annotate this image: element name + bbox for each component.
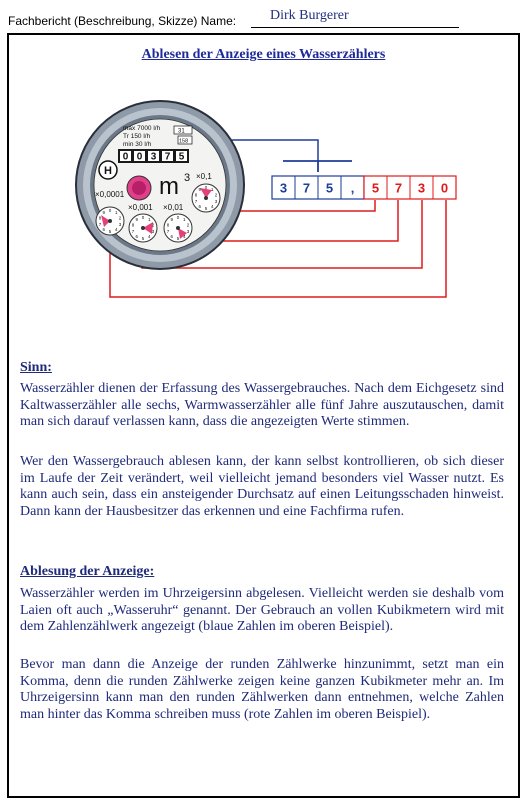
dial-label-1: ×0,1 xyxy=(196,172,212,181)
dial-number: 3 xyxy=(118,221,122,227)
section-heading-sinn: Sinn: xyxy=(20,360,52,375)
info-box-1-value: 31 xyxy=(178,128,185,135)
dial-number: 9 xyxy=(170,217,174,223)
dial-number: 0 xyxy=(108,208,112,214)
logo-letter: H xyxy=(104,165,112,177)
dial-number: 7 xyxy=(194,198,198,204)
dial-number: 1 xyxy=(182,217,186,223)
dial-number: 5 xyxy=(176,236,180,242)
dial-number: 7 xyxy=(131,228,135,234)
manufacturer-logo xyxy=(99,161,117,179)
reading-digit-red: 7 xyxy=(394,180,403,196)
dial-number: 8 xyxy=(166,222,170,228)
paragraph: Wasserzähler dienen der Erfassung des Wassergebrauches. Nach dem Eichgesetz sind Kaltwasserzähler alle sechs, Warmwasserzähler alle fünf Jahre auszutauschen, damit man sich darauf verlassen kann, dass die angezeigten Werte stimmen. xyxy=(20,381,504,430)
dial-number: 5 xyxy=(204,206,208,212)
student-name: Dirk Burgerer xyxy=(270,8,349,23)
rating-line-1: max 7000 l/h xyxy=(123,125,161,132)
paragraph: Wer den Wassergebrauch ablesen kann, der kann selbst kontrollieren, ob sich dieser im Laufe der Zeit verändert, weil vielleicht jemand besonders viel Wasser nutzt. Es kann auch sein, dass ein ansteigender Durchsatz auf einen Leitungsschaden hinweist. Dann kann der Hausbesitzer das erkennen und eine Fachfirma rufen. xyxy=(20,454,504,519)
dial-number: 2 xyxy=(186,222,190,228)
dial-number: 3 xyxy=(214,198,218,204)
dial-number: 8 xyxy=(131,222,135,228)
dial-number: 3 xyxy=(151,228,155,234)
dial-number: 9 xyxy=(135,217,139,223)
counter-digit: 0 xyxy=(136,151,143,163)
dial-number: 6 xyxy=(198,204,202,210)
dial-number: 2 xyxy=(214,192,218,198)
reading-display xyxy=(272,176,456,199)
water-meter-diagram xyxy=(0,0,527,360)
flow-indicator xyxy=(127,176,151,200)
header-label: Fachbericht (Beschreibung, Skizze) Name: xyxy=(8,14,237,28)
reading-digit-red: 0 xyxy=(440,180,449,196)
dial-number: 1 xyxy=(147,217,151,223)
rating-line-3: min 30 l/h xyxy=(123,141,152,148)
page-title: Ablesen der Anzeige eines Wasserzählers xyxy=(141,47,386,62)
dial-number: 0 xyxy=(204,185,208,191)
dial-number: 3 xyxy=(186,228,190,234)
reading-digit-blue: 5 xyxy=(325,180,334,196)
dial-number: 2 xyxy=(151,222,155,228)
rating-line-2: Tr 150 l/h xyxy=(123,133,151,140)
dial-number: 7 xyxy=(166,228,170,234)
dial-number: 0 xyxy=(141,215,145,221)
reading-digit-blue: 7 xyxy=(302,180,311,196)
counter-digit: 3 xyxy=(150,151,157,163)
unit-label: m xyxy=(159,173,179,200)
dial-number: 6 xyxy=(170,234,174,240)
dial-number: 4 xyxy=(114,227,118,233)
dial-number: 4 xyxy=(210,204,214,210)
counter-digit: 7 xyxy=(164,151,171,163)
reading-digit-red: 5 xyxy=(371,180,380,196)
dial-number: 8 xyxy=(194,192,198,198)
dial-number: 1 xyxy=(210,187,214,193)
dial-number: 4 xyxy=(147,234,151,240)
dial-label-01: ×0,01 xyxy=(163,203,184,212)
unit-exponent: 3 xyxy=(184,172,191,184)
counter-digit: 0 xyxy=(122,151,129,163)
dial-label-0001: ×0,0001 xyxy=(95,190,125,199)
dial-number: 9 xyxy=(198,187,202,193)
paragraph: Wasserzähler werden im Uhrzeigersinn abgelesen. Vielleicht werden sie deshalb vom Laien oft auch „Wasseruhr“ genannt. Der Gebrauch an vollen Kubikmetern wird mit dem Zahlenzählwerk angezeigt (blaue Zahlen im oberen Beispiel). xyxy=(20,586,504,635)
counter-digit: 5 xyxy=(178,151,185,163)
dial-label-001: ×0,001 xyxy=(128,203,153,212)
dial-number: 5 xyxy=(108,229,112,235)
section-heading-ablesung: Ablesung der Anzeige: xyxy=(20,564,155,579)
dial-number: 2 xyxy=(118,215,122,221)
dial-number: 4 xyxy=(182,234,186,240)
dial-number: 6 xyxy=(102,227,106,233)
dial-number: 6 xyxy=(135,234,139,240)
dial-number: 9 xyxy=(102,210,106,216)
dial-number: 8 xyxy=(98,215,102,221)
reading-comma: , xyxy=(350,180,355,196)
reading-digit-red: 3 xyxy=(417,180,426,196)
dial-number: 5 xyxy=(141,236,145,242)
dial-number: 0 xyxy=(176,215,180,221)
info-box-2-value: 158 xyxy=(179,138,189,145)
paragraph: Bevor man dann die Anzeige der runden Zählwerke hinzunimmt, setzt man ein Komma, denn die runden Zählwerke zeigen keine ganzen Kubikmeter mehr an. Im Uhrzeigersinn kann man den runden Zählwerken dann entnehmen, welche Zahlen man hinter das Komma schreiben muss (rote Zahlen im oberen Beispiel). xyxy=(20,657,504,722)
dial-number: 7 xyxy=(98,221,102,227)
dial-number: 1 xyxy=(114,210,118,216)
roller-counter xyxy=(118,149,189,163)
reading-digit-blue: 3 xyxy=(279,180,288,196)
